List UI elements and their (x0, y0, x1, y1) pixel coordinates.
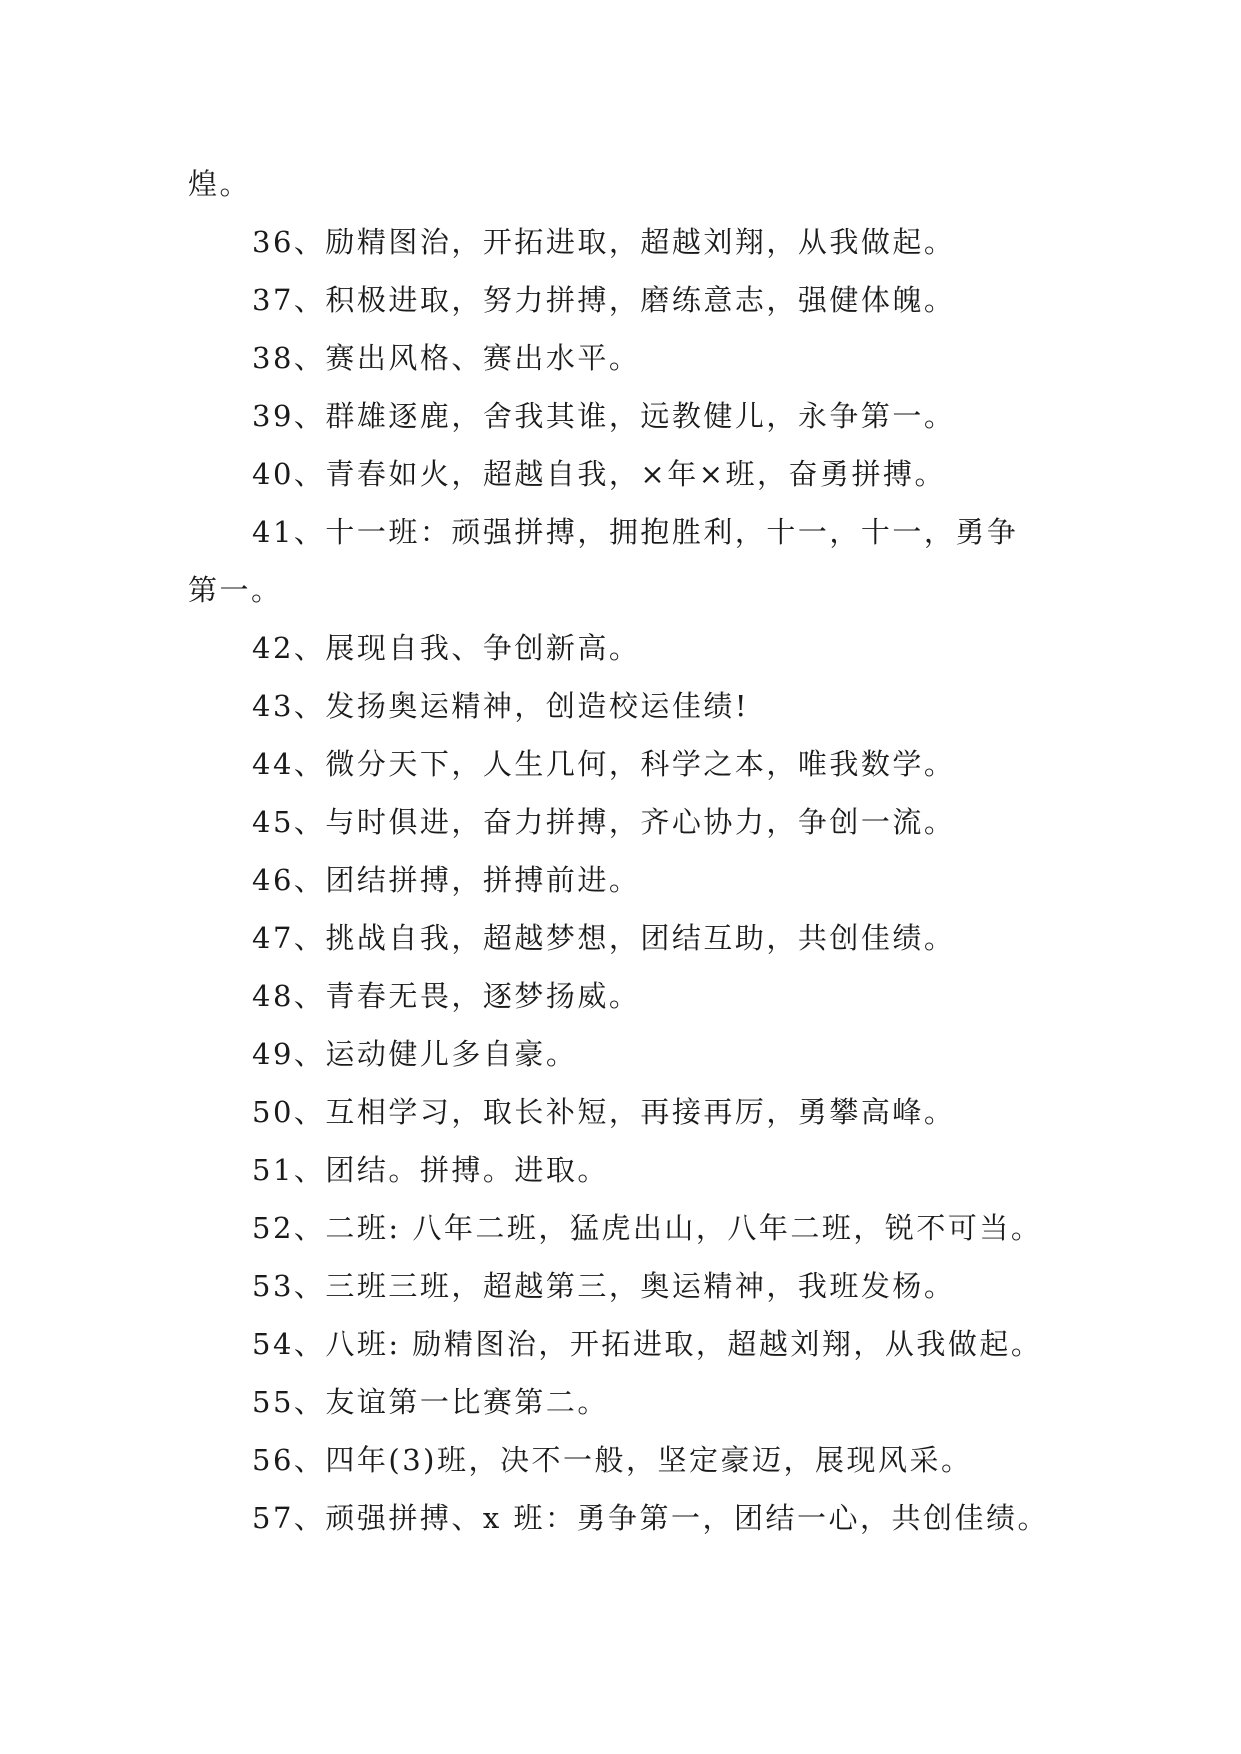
slogan-item: 54、八班: 励精图治，开拓进取，超越刘翔，从我做起。 (252, 1327, 1043, 1361)
slogan-item: 48、青春无畏，逐梦扬威。 (252, 979, 641, 1013)
slogan-item: 46、团结拼搏，拼搏前进。 (252, 863, 641, 897)
slogan-item: 57、顽强拼搏、x 班：勇争第一，团结一心，共创佳绩。 (252, 1501, 1049, 1535)
slogan-item: 41、十一班：顽强拼搏，拥抱胜利，十一，十一，勇争 (252, 515, 1019, 549)
slogan-item: 37、积极进取，努力拼搏，磨练意志，强健体魄。 (252, 283, 956, 317)
document-body (188, 155, 1088, 1547)
slogan-item: 53、三班三班，超越第三，奥运精神，我班发杨。 (252, 1269, 956, 1303)
slogan-item: 51、团结。拼搏。进取。 (252, 1153, 609, 1187)
slogan-item: 47、挑战自我，超越梦想，团结互助，共创佳绩。 (252, 921, 956, 955)
slogan-item: 49、运动健儿多自豪。 (252, 1037, 578, 1071)
slogan-item: 52、二班: 八年二班，猛虎出山，八年二班，锐不可当。 (252, 1211, 1043, 1245)
slogan-item: 38、赛出风格、赛出水平。 (252, 341, 641, 375)
slogan-item: 45、与时俱进，奋力拼搏，齐心协力，争创一流。 (252, 805, 956, 839)
slogan-item: 43、发扬奥运精神，创造校运佳绩! (252, 689, 750, 723)
slogan-item: 40、青春如火，超越自我，×年×班，奋勇拼搏。 (252, 457, 946, 491)
slogan-item: 39、群雄逐鹿，舍我其谁，远教健儿，永争第一。 (252, 399, 956, 433)
slogan-item: 50、互相学习，取长补短，再接再厉，勇攀高峰。 (252, 1095, 956, 1129)
slogan-item: 42、展现自我、争创新高。 (252, 631, 641, 665)
slogan-item: 56、四年(3)班，决不一般，坚定豪迈，展现风采。 (252, 1443, 973, 1477)
text-line: 煌。 (188, 167, 252, 201)
text-line: 第一。 (188, 573, 283, 607)
slogan-item: 36、励精图治，开拓进取，超越刘翔，从我做起。 (252, 225, 956, 259)
slogan-item: 44、微分天下，人生几何，科学之本，唯我数学。 (252, 747, 956, 781)
slogan-item: 55、友谊第一比赛第二。 (252, 1385, 609, 1419)
